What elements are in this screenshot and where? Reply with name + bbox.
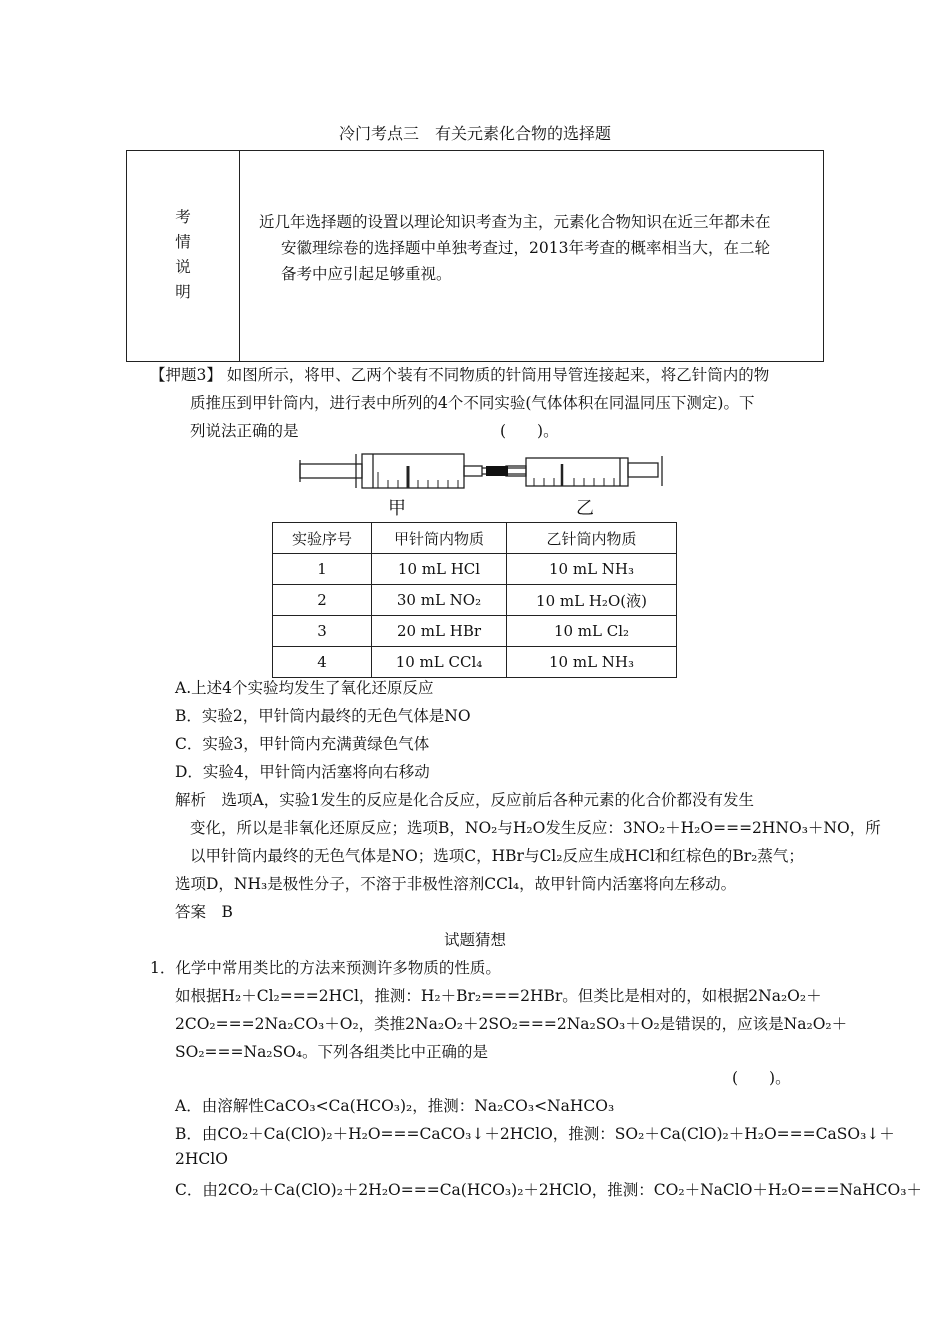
info-label-cell [127, 151, 240, 361]
option-a: A.上述4个实验均发生了氧化还原反应 [175, 679, 434, 697]
syringe-label-yi: 乙 [576, 498, 594, 519]
page-title: 冷门考点三 有关元素化合物的选择题 [338, 124, 611, 143]
q1-option-b: B．由CO₂＋Ca(ClO)₂＋H₂O===CaCO₃↓＋2HClO，推测：SO₂＋Ca(ClO)₂＋H₂O===CaSO₃↓＋ [175, 1125, 895, 1143]
info-label-char: 明 [175, 283, 191, 301]
q1-option-b-cont: 2HClO [175, 1150, 228, 1168]
question3-line2: 质推压到甲针筒内，进行表中所列的4个不同实验(气体体积在同温同压下测定)。下 [190, 394, 755, 412]
table-cell: 1 [273, 554, 372, 585]
table-cell: 3 [273, 616, 372, 647]
info-box [126, 150, 824, 362]
table-header-row [273, 523, 677, 554]
info-label-char: 考 [175, 208, 191, 226]
table-cell: 2 [273, 585, 372, 616]
q1-line3: 2CO₂===2Na₂CO₃＋O₂，类推2Na₂O₂＋2SO₂===2Na₂SO₃＋O₂是错误的，应该是Na₂O₂＋ [175, 1015, 848, 1033]
q1-line2: 如根据H₂＋Cl₂===2HCl，推测：H₂＋Br₂===2HBr。但类比是相对的，如根据2Na₂O₂＋ [175, 987, 822, 1005]
table-row [273, 554, 677, 585]
syringe-drawing [298, 452, 668, 522]
table-row [273, 647, 677, 678]
info-label-char: 说 [175, 258, 191, 276]
syringe-label-jia: 甲 [388, 498, 406, 519]
table-header-cell: 乙针筒内物质 [507, 523, 677, 554]
analysis-line3: 以甲针筒内最终的无色气体是NO；选项C，HBr与Cl₂反应生成HCl和红棕色的Br₂蒸气； [190, 847, 804, 865]
analysis-line4: 选项D，NH₃是极性分子，不溶于非极性溶剂CCl₄，故甲针筒内活塞将向左移动。 [175, 875, 737, 893]
answer: 答案 B [175, 903, 233, 921]
option-d: D．实验4，甲针筒内活塞将向右移动 [175, 763, 430, 781]
option-b: B．实验2，甲针筒内最终的无色气体是NO [175, 707, 471, 725]
table-cell: 10 mL H₂O(液) [507, 585, 677, 616]
syringe-diagram [298, 452, 668, 526]
info-label-char: 情 [175, 233, 191, 251]
q1-line4: SO₂===Na₂SO₄。下列各组类比中正确的是 [175, 1043, 489, 1061]
table-cell: 10 mL HCl [372, 554, 507, 585]
q1-bracket: ( )。 [732, 1069, 791, 1087]
info-text-line: 近几年选择题的设置以理论知识考查为主，元素化合物知识在近三年都未在 [259, 213, 771, 231]
option-c: C．实验3，甲针筒内充满黄绿色气体 [175, 735, 430, 753]
table-row [273, 585, 677, 616]
table-header-cell: 甲针筒内物质 [372, 523, 507, 554]
table-cell: 20 mL HBr [372, 616, 507, 647]
q1-line1: 1．化学中常用类比的方法来预测许多物质的性质。 [150, 959, 501, 977]
table-cell: 10 mL Cl₂ [507, 616, 677, 647]
info-text [259, 209, 819, 287]
table-row [273, 616, 677, 647]
info-text-line: 备考中应引起足够重视。 [281, 265, 452, 283]
question3-line3: 列说法正确的是 ( )。 [190, 422, 559, 440]
table-cell: 10 mL CCl₄ [372, 647, 507, 678]
analysis-line1: 解析 选项A，实验1发生的反应是化合反应，反应前后各种元素的化合价都没有发生 [175, 791, 755, 809]
experiment-table [272, 522, 677, 678]
table-header-cell: 实验序号 [273, 523, 372, 554]
table-cell: 10 mL NH₃ [507, 647, 677, 678]
question3-line1: 【押题3】 如图所示，将甲、乙两个装有不同物质的针筒用导管连接起来，将乙针筒内的物 [150, 366, 770, 384]
section-title: 试题猜想 [443, 931, 506, 949]
table-cell: 10 mL NH₃ [507, 554, 677, 585]
q1-option-c: C．由2CO₂＋Ca(ClO)₂＋2H₂O===Ca(HCO₃)₂＋2HClO，推测：CO₂＋NaClO＋H₂O===NaHCO₃＋ [175, 1181, 922, 1199]
table-cell: 30 mL NO₂ [372, 585, 507, 616]
q1-option-a: A．由溶解性CaCO₃<Ca(HCO₃)₂，推测：Na₂CO₃<NaHCO₃ [175, 1097, 615, 1115]
table-cell: 4 [273, 647, 372, 678]
info-text-line: 安徽理综卷的选择题中单独考查过，2013年考查的概率相当大，在二轮 [281, 239, 770, 257]
analysis-line2: 变化，所以是非氧化还原反应；选项B，NO₂与H₂O发生反应：3NO₂＋H₂O===2HNO₃＋NO，所 [190, 819, 881, 837]
